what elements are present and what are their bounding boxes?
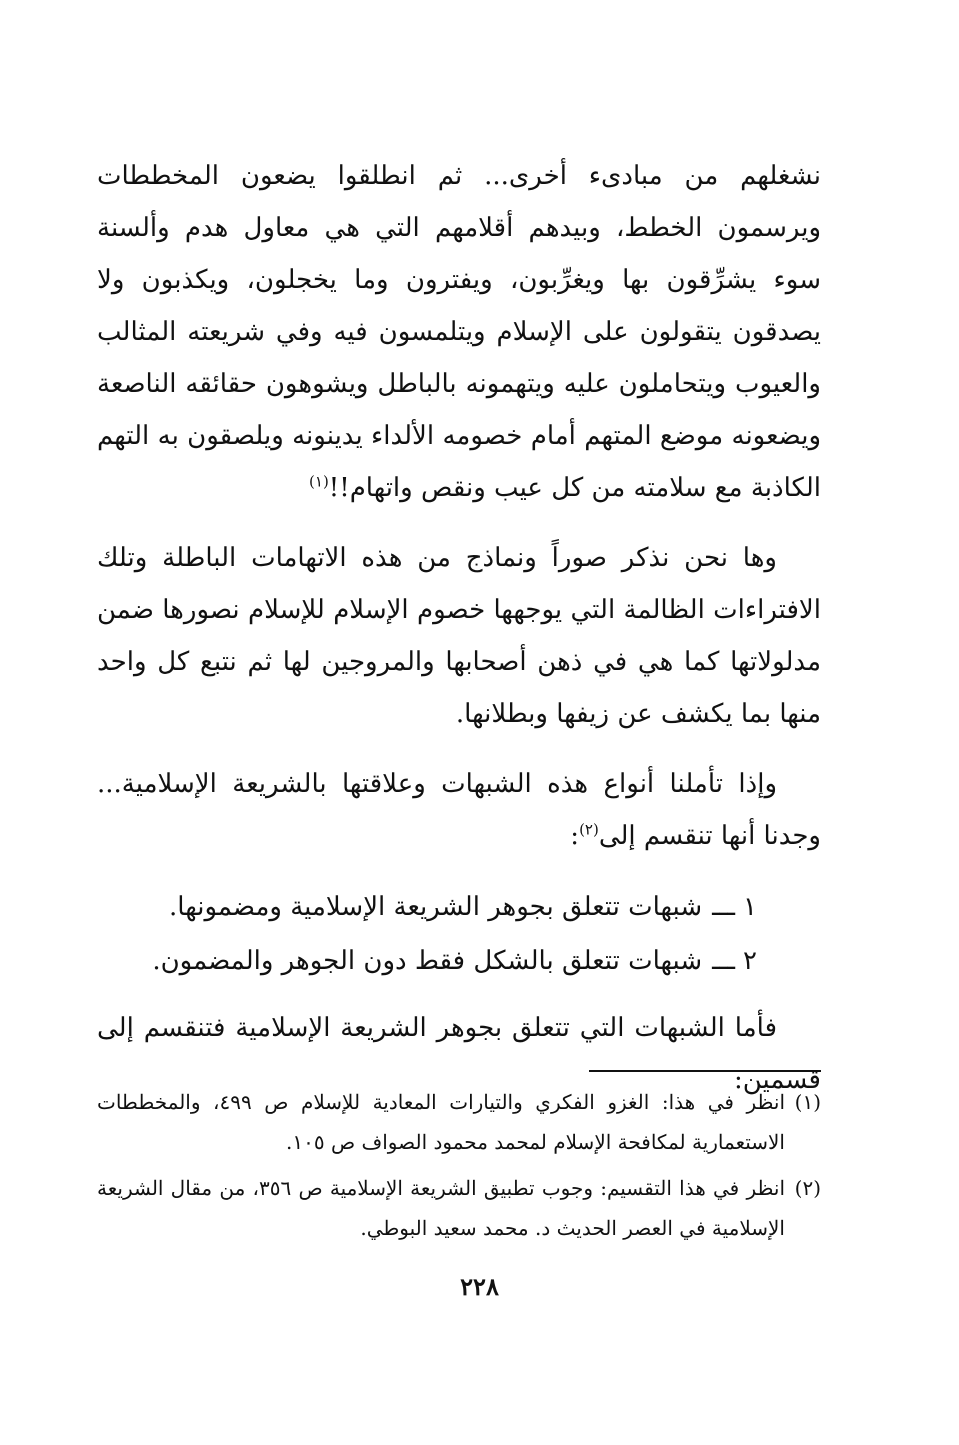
footnote-ref-2: (٢) [579,820,599,839]
list-item-2 [97,934,821,988]
paragraph-3-text: وإذا تأملنا أنواع هذه الشبهات وعلاقتها بالشريعة الإسلامية... وجدنا أنها تنقسم إلى [97,769,821,851]
paragraph-4-text: فأما الشبهات التي تتعلق بجوهر الشريعة الإسلامية فتنقسم إلى قسمين: [97,1013,821,1095]
footnote-1 [97,1082,821,1162]
list-item-1 [97,880,821,934]
paragraph-2-text: وها نحن نذكر صوراً ونماذج من هذه الاتهامات الباطلة وتلك الافتراءات الظالمة التي يوجهها خصوم الإسلام للإسلام نصورها ضمن مدلولاتها كما هي في ذهن أصحابها والمروجين لها ثم نتبع كل واحد منها بما يكشف عن زيفها وبطلانها. [97,543,821,729]
page-number: ٢٢٨ [460,1272,499,1301]
footnotes [97,1082,821,1254]
footnote-1-number: (١) [794,1090,822,1114]
paragraph-1-text: نشغلهم من مبادىء أخرى... ثم انطلقوا يضعون المخططات ويرسمون الخطط، وبيدهم أقلامهم التي هي معاول هدم وألسنة سوء يشرِّقون بها ويغرِّبون، ويفترون وما يخجلون، ويكذبون ولا يصدقون يتقولون على الإسلام ويتلمسون فيه وفي شريعته المثالب والعيوب ويتحاملون عليه ويتهمونه بالباطل ويشوهون حقائقه الناصعة ويضعونه موضع المتهم أمام خصومه الألداء يدينونه ويلصقون به التهم الكاذبة مع سلامته من كل عيب ونقص واتهام!! [97,161,821,503]
paragraph-3 [97,758,821,862]
list-item-1-dash: ـــ [712,892,736,922]
paragraph-1 [97,150,821,514]
list-item-1-text: شبهات تتعلق بجوهر الشريعة الإسلامية ومضمونها. [169,892,703,922]
paragraph-3-tail: : [570,821,580,851]
list-item-1-number: ١ [743,892,757,922]
list-item-2-dash: ـــ [712,946,736,976]
list-item-2-text: شبهات تتعلق بالشكل فقط دون الجوهر والمضمون. [152,946,703,976]
footnote-divider [589,1070,821,1072]
footnote-2 [97,1168,821,1248]
footnote-2-number: (٢) [794,1176,822,1200]
list-item-2-number: ٢ [743,946,757,976]
footnote-2-text: انظر في هذا التقسيم: وجوب تطبيق الشريعة الإسلامية ص ٣٥٦، من مقال الشريعة الإسلامية في العصر الحديث د. محمد سعيد البوطي. [97,1176,786,1240]
footnote-1-text: انظر في هذا: الغزو الفكري والتيارات المعادية للإسلام ص ٤٩٩، والمخططات الاستعمارية لمكافحة الإسلام لمحمد محمود الصواف ص ١٠٥. [97,1090,786,1154]
paragraph-2 [97,532,821,740]
main-text [97,150,821,1124]
footnote-ref-1: (١) [309,472,329,491]
